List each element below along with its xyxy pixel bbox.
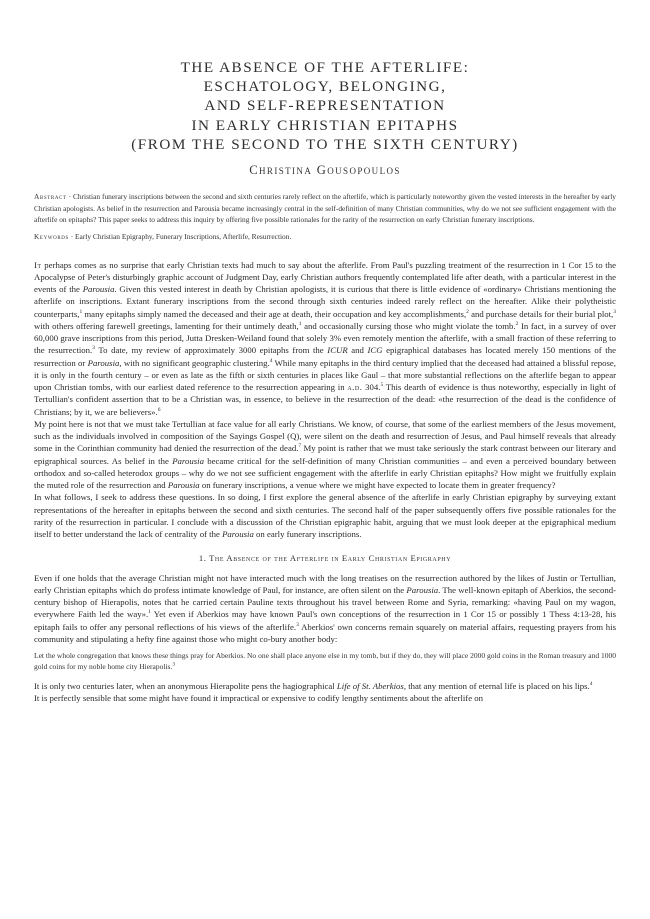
paragraph: Even if one holds that the average Christian might not have interacted much with the long treatises on the resurrection authored by the likes of Justin or Tertullian, early Christian epitaphs which do profess intimate knowledge of Paul, for instance, are often silent on the Parousia. The well-known epitaph of Aberkios, the second-century bishop of Hierapolis, notes that he carried certain Pauline texts throughout his travel between Rome and Syria, remarking: «having Paul on my wagon, everywhere Faith led the way».$^1$ Yet even if Aberkios may have known Paul's own conceptions of the resurrection in 1 Cor 15 or possibly 1 Thess 4:13-28, his epitaph fails to offer any personal reflections of his views of the afterlife.$^3$ Aberkios' own concerns remain squarely on material affairs, requesting prayers from his community and stipulating a hefty fine against those who might co-bury another body:: [34, 572, 617, 644]
title-line: THE ABSENCE OF THE AFTERLIFE:: [180, 59, 470, 76]
title-line: IN EARLY CHRISTIAN EPITAPHS: [191, 116, 459, 134]
footnote-ref: 7: [298, 443, 302, 450]
keywords: [34, 231, 616, 242]
paper-title: [34, 58, 616, 154]
paragraph: It is only two centuries later, when an anonymous Hierapolite pens the hagiographical Life of St. Aberkios, that any mention of eternal life is placed on his lips.$^4$: [34, 680, 593, 691]
abstract: [34, 191, 616, 226]
footnote-ref: 3: [92, 345, 95, 352]
title-line: ESCHATOLOGY, BELONGING,: [203, 78, 447, 96]
abstract-label: Abstract: [34, 192, 67, 202]
keywords-label: Keywords: [34, 231, 69, 241]
lead-word: It: [34, 259, 42, 270]
body-text: [34, 259, 616, 705]
paragraph: My point here is not that we must take Tertullian at face value for all early Christians. We know, of course, that some of the earliest members of the Jesus movement, such as the individuals involved in composition of the Sayings Gospel (Q), were silent on the death and resurrection of Jesus, and Paul himself reveals that already some in the Corinthian community had denied the resurrection of the dead.$^7$ My point is rather that we must take seriously the stark contrast between our literary and epigraphical sources. As belief in the Parousia became critical for the self-definition of many Christian communities – and even a perceived boundary between orthodox and so-called heterodox groups – why do we not see sufficient engagement with the afterlife in early Christian epitaphs? How might we fruitfully explain the muted role of the resurrection and Parousia on funerary inscriptions, a venue where we might have expected to locate them in greater frequency?: [34, 418, 616, 491]
title-line: (FROM THE SECOND TO THE SIXTH CENTURY): [131, 135, 519, 153]
footnote-ref: 3: [296, 621, 299, 628]
keywords-separator: ·: [68, 231, 76, 241]
abstract-separator: ·: [66, 192, 73, 202]
block-quote: Let the whole congregation that knows these things pray for Aberkios. No one shall place anyone else in my tomb, but if they do, they will place 2000 gold coins in the Roman treasury and 1000 gold coins for my noble home city Hierapolis.$^3$: [34, 651, 616, 672]
paragraph: In what follows, I seek to address these questions. In so doing, I first explore the general absence of the afterlife in early Christian epigraphy by surveying extant representations of the hereafter in epitaphs between the second and sixth centuries. The second half of the paper subsequently offers five possible rationales for the rarity of the resurrection in particular. I conclude with a discussion of the Christian epigraphic habit, arguing that we must look deeper at the epigraphical medium itself to better understand the lack of centrality of the Parousia on early funerary inscriptions.: [34, 492, 616, 540]
footnote-ref: 3: [172, 661, 176, 668]
footnote-ref: 1: [79, 308, 83, 315]
paragraph: It is perfectly sensible that some might have found it impractical or expensive to codify lengthy sentiments about the afterlife on: [34, 693, 484, 704]
footnote-ref: 2: [515, 320, 519, 327]
footnote-ref: 6: [157, 406, 161, 413]
footnote-ref: 1: [148, 609, 151, 616]
footnote-ref: 4: [589, 680, 593, 687]
keywords-text: Early Christian Epigraphy, Funerary Inscriptions, Afterlife, Resurrection.: [75, 231, 292, 241]
footnote-ref: 1: [298, 320, 302, 327]
footnote-ref: 4: [269, 357, 273, 364]
abstract-text: Christian funerary inscriptions between the second and sixth centuries rarely reflect on the afterlife, which is particularly noteworthy given the vested interests in the hereafter by early Christian apologists. As belief in the resurrection and Parousia became increasingly central in the self-definition of many Christian communities, why do we not see sufficient engagement with the afterlife on epitaphs? This paper seeks to address this inquiry by offering five possible rationales for the rarity of the resurrection on early Christian funerary inscriptions.: [34, 192, 616, 225]
footnote-ref: 2: [466, 308, 469, 315]
paragraph-intro: It perhaps comes as no surprise that early Christian texts had much to say about the afterlife. From Paul's puzzling treatment of the resurrection in 1 Cor 15 to the Apocalypse of Peter's disturbingly graphic account of Judgment Day, early Christian authors frequently contemplated life after death, with a particular interest in the events of the Parousia. Given this vested interest in death by Christian apologists, it is curious that there is little evidence of «ordinary» Christians mentioning the afterlife on inscriptions. Extant funerary inscriptions from the second through sixth centuries indeed rarely reflect on the hereafter. Alike their polytheistic counterparts,$^1$ many epitaphs simply named the deceased and their age at death, their occupation and key accomplishments,$^2$ and purchase details for their burial plot,$^3$ with others offering farewell greetings, lamenting for their untimely death,$^1$ and occasionally cursing those who might violate the tomb.$^2$ In fact, in a survey of over 60,000 grave inscriptions from this period, Jutta Dresken-Weiland found that solely 3% even remotely mention the afterlife, with a small fraction of these referring to the resurrection.$^3$ To date, my review of approximately 3000 epitaphs from the ICUR and ICG epigraphical databases has located merely 150 mentions of the resurrection or Parousia, with no significant geographic clustering.$^4$ While many epitaphs in the third century implied that the deceased had attained a blissful repose, it is only in the fourth century – or even as late as the fifth or sixth centuries in places like Gaul – that more substantial reflections on the afterlife began to appear upon Christian tombs, with our earliest dated reference to the resurrection appearing in a.d. 304.$^5$ This dearth of evidence is thus noteworthy, especially in light of Tertullian's confident assertion that to be a Christian was, in essence, to believe in the resurrection of the dead: «the resurrection of the dead is the confidence of Christians; by it, we are believers».$^6$: [34, 259, 617, 417]
footnote-ref: 5: [380, 382, 384, 389]
paper-page: [34, 0, 616, 704]
section-heading: 1. The Absence of the Afterlife in Early Christian Epigraphy: [198, 553, 452, 564]
title-line: AND SELF-REPRESENTATION: [204, 97, 446, 115]
footnote-ref: 3: [613, 308, 616, 315]
author-name: Christina Gousopoulos: [249, 163, 401, 178]
